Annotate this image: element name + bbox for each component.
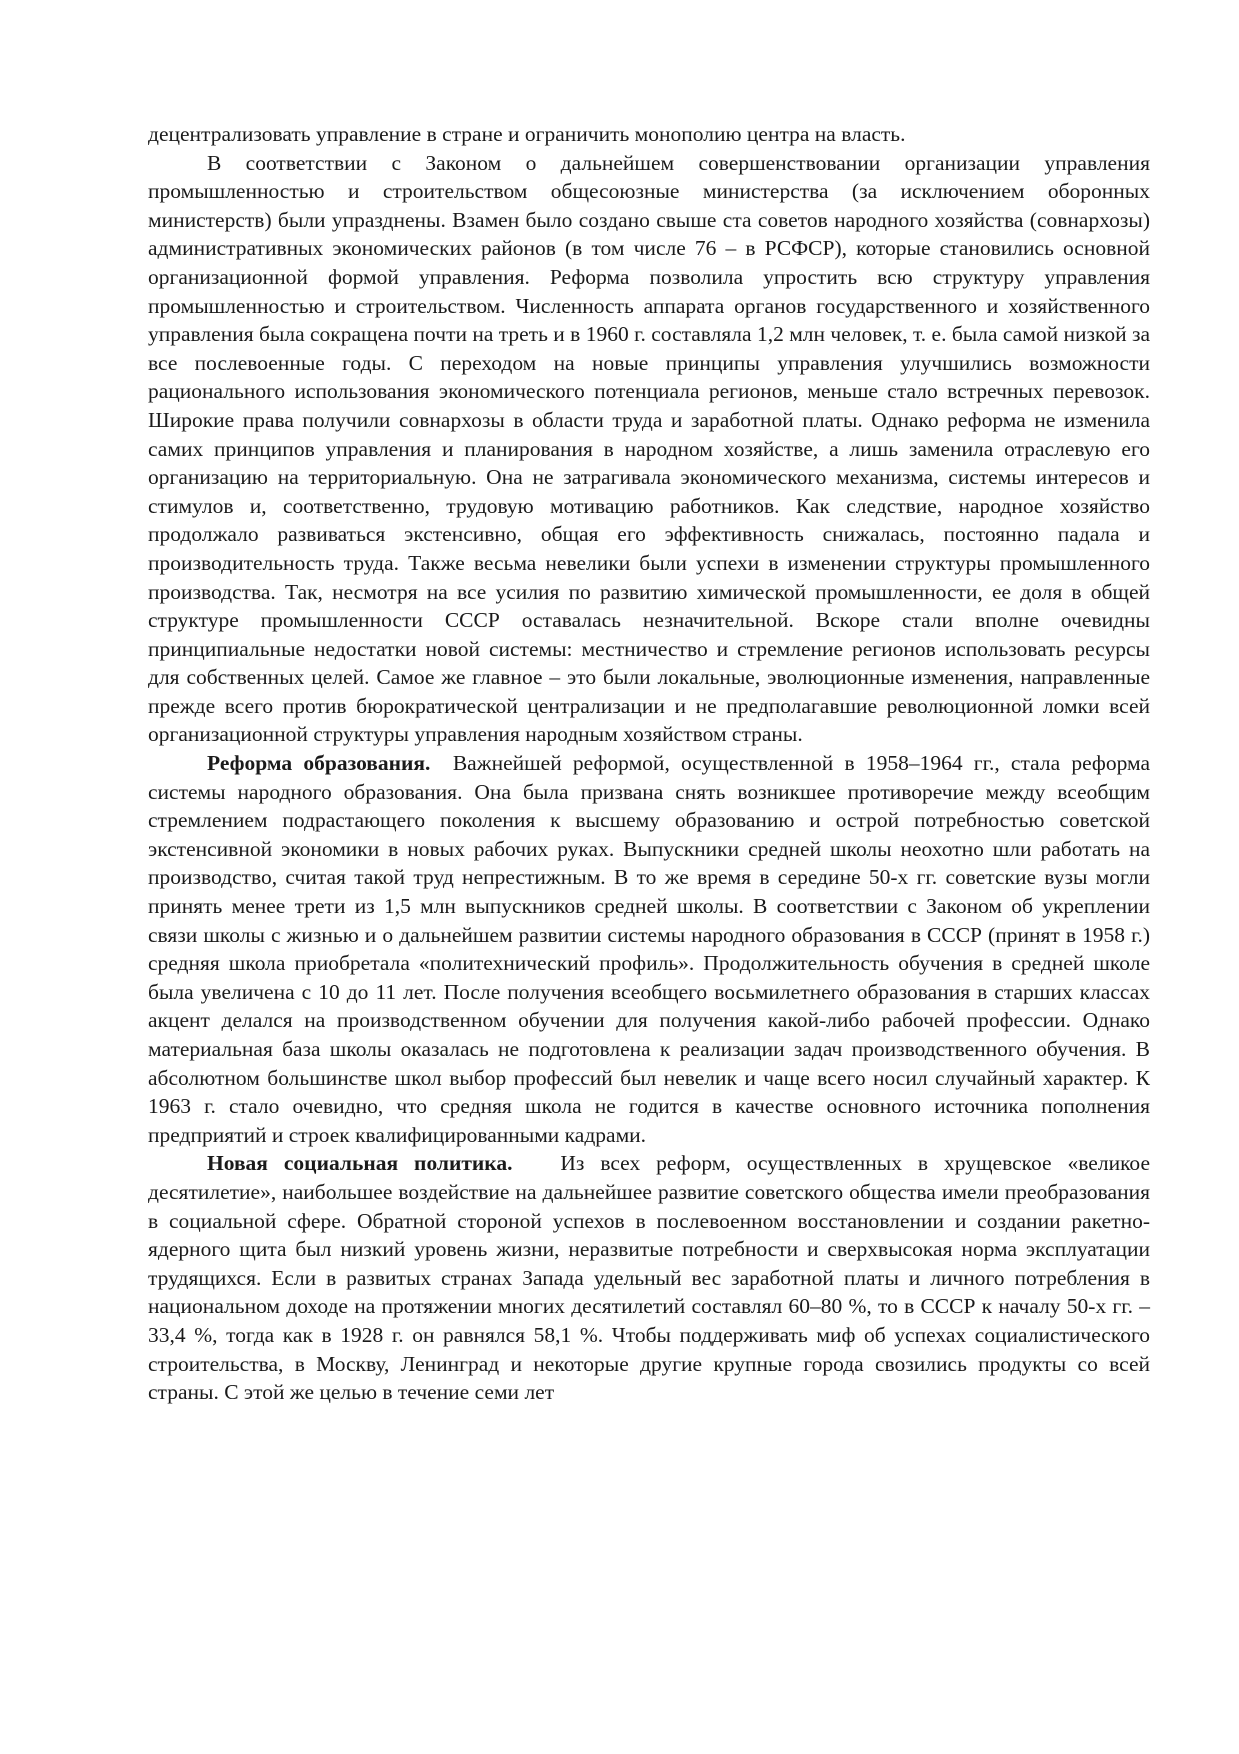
paragraph-text: В соответствии с Законом о дальнейшем совершенствовании организации управления промышленностью и строительством общесоюзные министерства (за исключением оборонных министерств) были упразднены. Взамен было создано свыше ста советов народного хозяйства (совнархозы) административных экономических районов (в том числе 76 – в РСФСР), которые становились основной организационной формой управления. Реформа позволила упростить всю структуру управления промышленностью и строительством. Численность аппарата органов государственного и хозяйственного управления была сокращена почти на треть и в 1960 г. составляла 1,2 млн человек, т. е. была самой низкой за все послевоенные годы. С переходом на новые принципы управления улучшились возможности рационального использования экономического потенциала регионов, меньше стало встречных перевозок. Широкие права получили совнархозы в области труда и заработной платы. Однако реформа не изменила самих принципов управления и планирования в народном хозяйстве, а лишь заменила отраслевую его организацию на территориальную. Она не затрагивала экономического механизма, системы интересов и стимулов и, соответственно, трудовую мотивацию работников. Как следствие, народное хозяйство продолжало развиваться экстенсивно, общая его эффективность снижалась, постоянно падала и производительность труда. Также весьма невелики были успехи в изменении структуры промышленного производства. Так, несмотря на все усилия по развитию химической промышленности, ее доля в общей структуре промышленности СССР оставалась незначительной. Вскоре стали вполне очевидны принципиальные недостатки новой системы: местничество и стремление регионов использовать ресурсы для собственных целей. Самое же главное – это были локальные, эволюционные изменения, направленные прежде всего против бюрократической централизации и не предполагавшие революционной ломки всей организационной структуры управления народным хозяйством страны. [148,150,1150,747]
paragraph-text: Важнейшей реформой, осуществленной в 1958–1964 гг., стала реформа системы народного образования. Она была призвана снять возникшее противоречие между всеобщим стремлением подрастающего поколения к высшему образованию и острой потребностью советской экстенсивной экономики в новых рабочих руках. Выпускники средней школы неохотно шли работать на производство, считая такой труд непрестижным. В то же время в середине 50-х гг. советские вузы могли принять менее трети из 1,5 млн выпускников средней школы. В соответствии с Законом об укреплении связи школы с жизнью и о дальнейшем развитии системы народного образования в СССР (принят в 1958 г.) средняя школа приобретала «политехнический профиль». Продолжительность обучения в средней школе была увеличена с 10 до 11 лет. После получения всеобщего восьмилетнего образования в старших классах акцент делался на производственном обучении для получения какой-либо рабочей профессии. Однако материальная база школы оказалась не подготовлена к реализации задач производственного обучения. В абсолютном большинстве школ выбор профессий был невелик и чаще всего носил случайный характер. К 1963 г. стало очевидно, что средняя школа не годится в качестве основного источника пополнения предприятий и строек квалифицированными кадрами. [148,751,1150,1147]
paragraph-decentralization-end [148,120,1150,149]
document-page [148,120,1150,1407]
paragraph-heading: Реформа образования. [207,751,431,776]
paragraph-social-policy [148,1149,1150,1406]
paragraph-education-reform [148,749,1150,1149]
paragraph-text: децентрализовать управление в стране и ограничить монополию центра на власть. [148,122,906,146]
paragraph-text: Из всех реформ, осуществленных в хрущевское «великое десятилетие», наибольшее воздействие на дальнейшее развитие советского общества имели преобразования в социальной сфере. Обратной стороной успехов в послевоенном восстановлении и создании ракетно-ядерного щита был низкий уровень жизни, неразвитые потребности и сверхвысокая норма эксплуатации трудящихся. Если в развитых странах Запада удельный вес заработной платы и личного потребления в национальном доходе на протяжении многих десятилетий составлял 60–80 %, то в СССР к началу 50-х гг. – 33,4 %, тогда как в 1928 г. он равнялся 58,1 %. Чтобы поддерживать миф об успехах социалистического строительства, в Москву, Ленинград и некоторые другие крупные города свозились продукты со всей страны. С этой же целью в течение семи лет [148,1151,1150,1405]
paragraph-sovnarkhoz-reform [148,149,1150,749]
paragraph-heading: Новая социальная политика. [207,1151,513,1176]
